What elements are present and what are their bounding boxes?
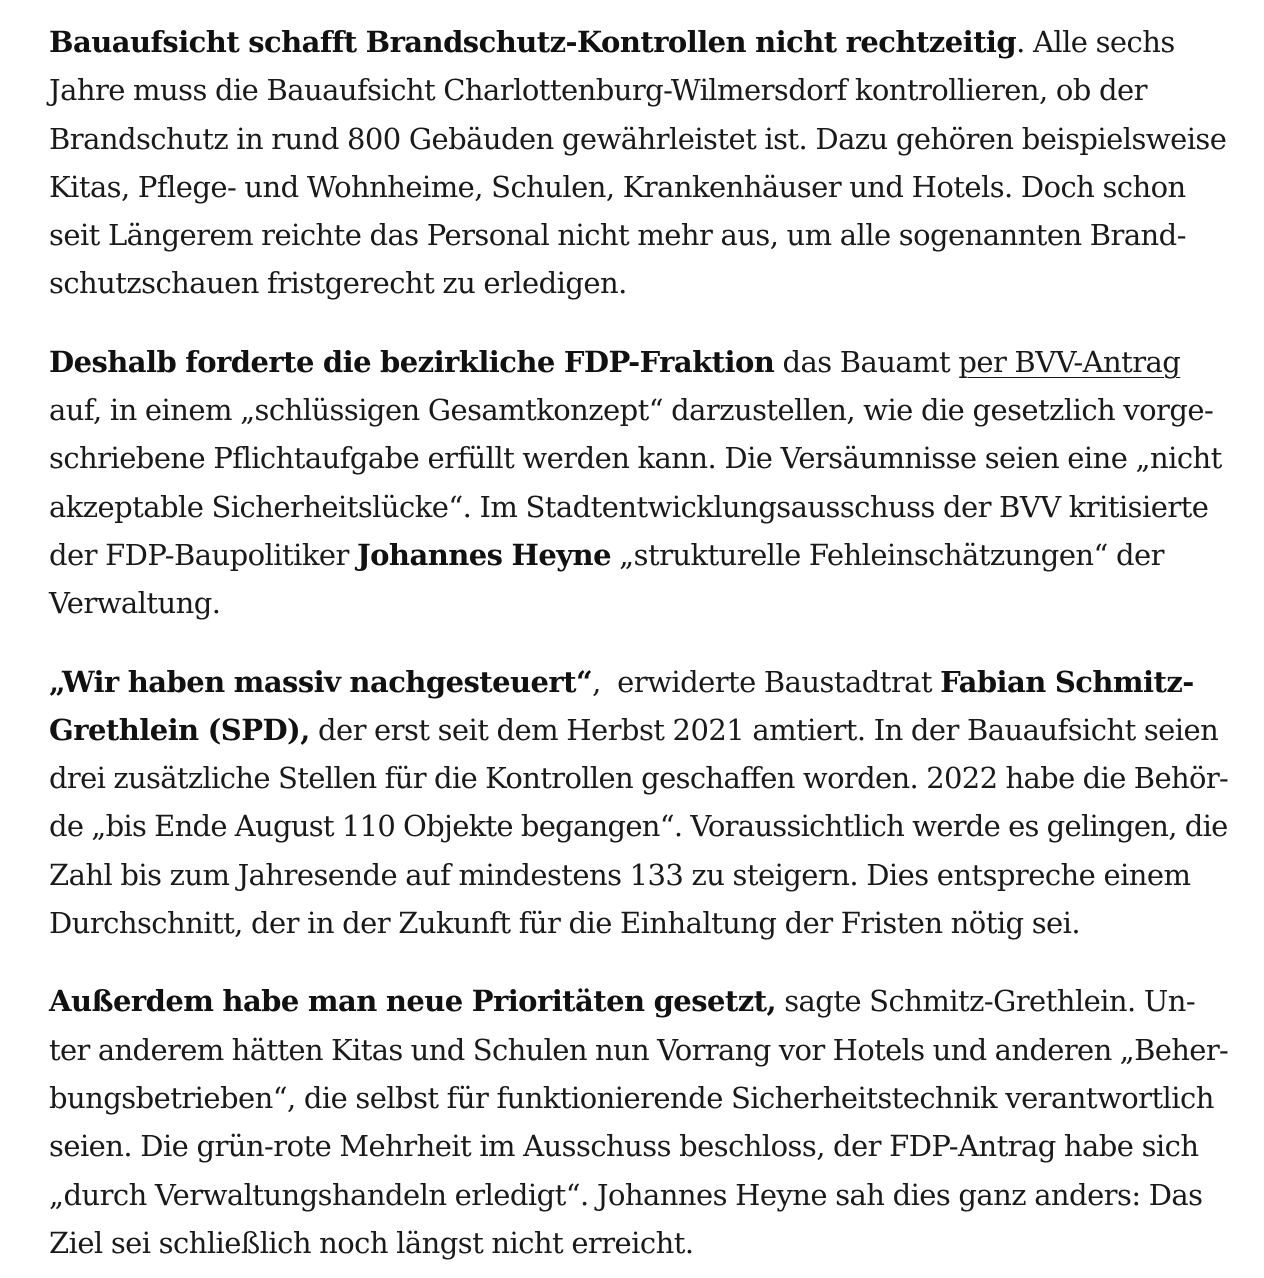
line: akzeptable Sicherheitslücke“. Im Stadtentwicklungsausschuss der BVV kritisierte [49, 489, 1209, 524]
bvv-antrag-link[interactable]: per BVV-Antrag [958, 344, 1181, 379]
paragraph-2 [49, 338, 1224, 628]
text: das Bauamt [774, 344, 959, 379]
line: de „bis Ende August 110 Objekte begangen“. Voraussichtlich werde es gelingen, die [49, 809, 1228, 844]
line: Ziel sei schließlich noch längst nicht erreicht. [49, 1225, 694, 1260]
bold-lead: „Wir haben massiv nachgesteuert“ [49, 664, 593, 699]
line [49, 18, 1224, 66]
paragraph-3 [49, 658, 1229, 948]
text: „strukturelle Fehleinschätzungen“ der [610, 537, 1164, 572]
line: Jahre muss die Bauaufsicht Charlottenburg-Wilmersdorf kontrollieren, ob der [49, 73, 1147, 108]
line: seien. Die grün-rote Mehrheit im Ausschuss beschloss, der FDP-Antrag habe sich [49, 1129, 1199, 1164]
line [49, 977, 1224, 1025]
text: der FDP-Baupolitiker [49, 537, 357, 572]
line [49, 706, 1224, 754]
line [49, 338, 1224, 386]
line: Zahl bis zum Jahresende auf mindestens 133 zu steigern. Dies entspreche einem [49, 857, 1191, 892]
line: Durchschnitt, der in der Zukunft für die Einhaltung der Fristen nötig sei. [49, 906, 1081, 941]
text: sagte Schmitz-Grethlein. Un- [776, 984, 1196, 1019]
person-name: Grethlein (SPD), [49, 712, 310, 747]
line: Brandschutz in rund 800 Gebäuden gewährleistet ist. Dazu gehören beispielsweise [49, 121, 1227, 156]
line: bungsbetrieben“, die selbst für funktionierende Sicherheitstechnik verantwortlich [49, 1080, 1214, 1115]
text: , erwiderte Baustadtrat [592, 664, 941, 699]
line [49, 531, 1224, 579]
line: seit Längerem reichte das Personal nicht mehr aus, um alle sogenannten Brand- [49, 218, 1186, 253]
line [49, 658, 1224, 706]
line: drei zusätzliche Stellen für die Kontrollen geschaffen worden. 2022 habe die Behör- [49, 761, 1229, 796]
paragraph-1 [49, 18, 1227, 308]
line: „durch Verwaltungshandeln erledigt“. Johannes Heyne sah dies ganz anders: Das [49, 1177, 1203, 1212]
line: ter anderem hätten Kitas und Schulen nun Vorrang vor Hotels und anderen „Beher- [49, 1032, 1229, 1067]
person-name: Fabian Schmitz- [940, 664, 1194, 699]
line: schriebene Pflichtaufgabe erfüllt werden kann. Die Versäumnisse seien eine „nicht [49, 441, 1222, 476]
text: . Alle sechs [1016, 25, 1175, 59]
line: auf, in einem „schlüssigen Gesamtkonzept“ darzustellen, wie die gesetzlich vorge- [49, 393, 1214, 428]
line: Kitas, Pflege- und Wohnheime, Schulen, Krankenhäuser und Hotels. Doch schon [49, 169, 1186, 204]
text: der erst seit dem Herbst 2021 amtiert. In der Bauaufsicht seien [309, 712, 1219, 747]
bold-lead: Bauaufsicht schafft Brandschutz-Kontrollen nicht rechtzeitig [49, 25, 1017, 59]
line: schutzschauen fristgerecht zu erledigen. [49, 266, 627, 301]
line: Verwaltung. [49, 586, 221, 621]
bold-lead: Außerdem habe man neue Prioritäten gesetzt, [49, 984, 777, 1019]
paragraph-4 [49, 977, 1229, 1267]
bold-lead: Deshalb forderte die bezirkliche FDP-Fraktion [49, 344, 775, 379]
person-name: Johannes Heyne [356, 537, 611, 572]
